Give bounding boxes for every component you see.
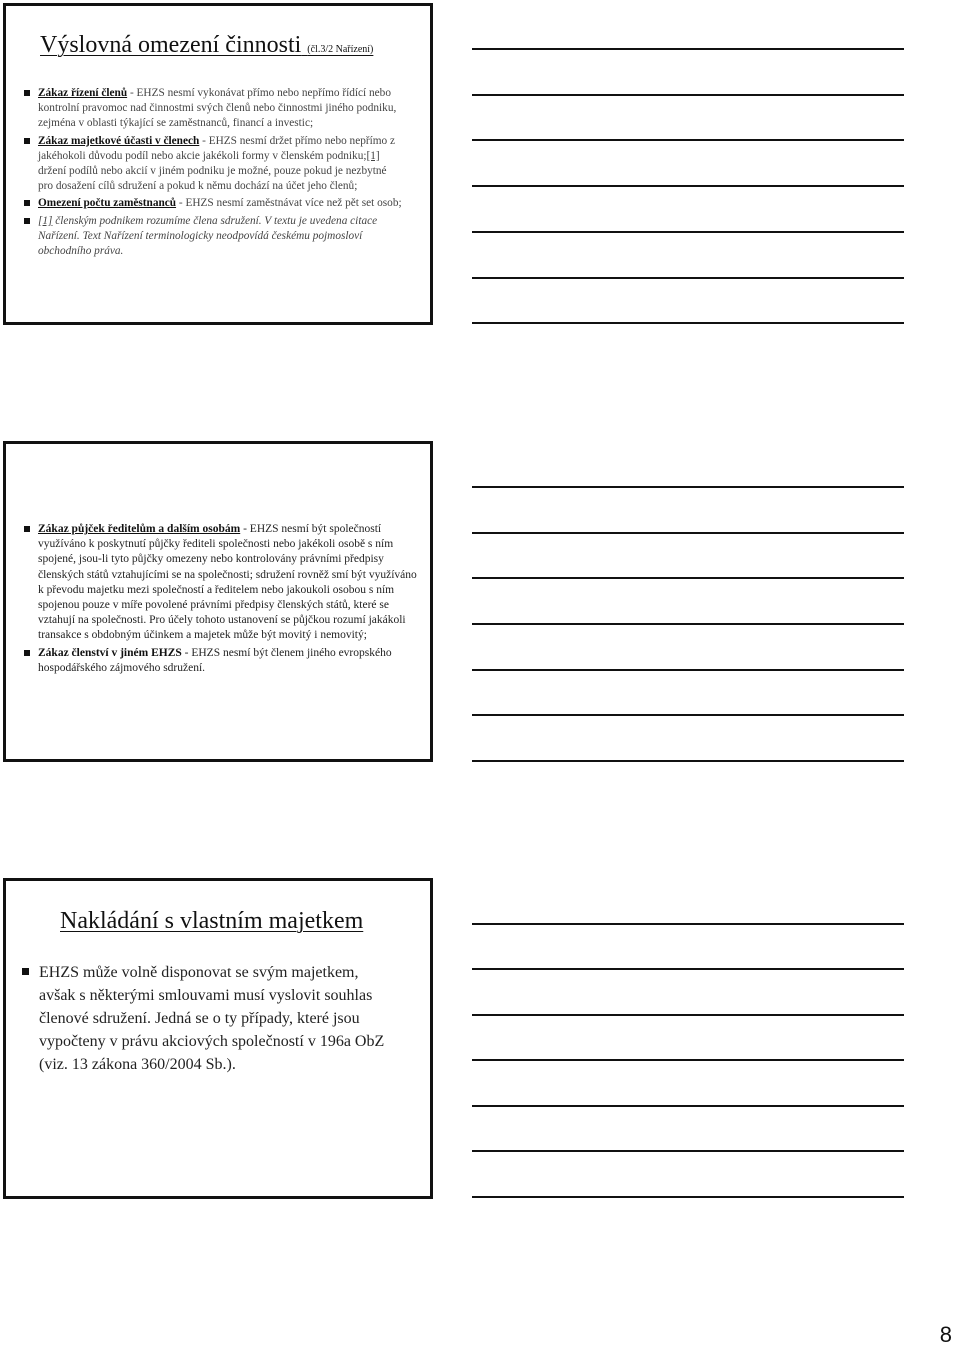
note-line xyxy=(472,185,904,187)
square-bullet-icon xyxy=(24,650,30,656)
bullet-lead: Zákaz členství v jiném EHZS xyxy=(38,646,182,659)
bullet-text: - EHZS nesmí vykonávat přímo nebo nepřímo řídící nebo kontrolní pravomoc nad činnostmi svých členů nebo činnostmi jiného podniku, zejména v oblasti týkající se zaměstnanců, financí a investic; xyxy=(38,87,397,130)
note-line xyxy=(472,139,904,141)
bullet-lead: Omezení počtu zaměstnanců xyxy=(38,197,177,210)
bullet-item xyxy=(38,522,418,644)
slide-1-title-note: (čl.3/2 Nařízení) xyxy=(307,44,374,55)
note-line xyxy=(472,714,904,716)
note-line xyxy=(472,48,904,50)
bullet-text: EHZS může volně disponovat se svým majetkem, avšak s některými smlouvami musí vyslovit souhlas členové sdružení. Jedná se o ty případy, které jsou vypočteny v právu akciových společností v 196a ObZ (viz. 13 zákona 360/2004 Sb.). xyxy=(39,964,385,1073)
bullet-text-continued: držení podílů nebo akcií v jiném podniku je možné, pouze pokud je nezbytné pro dosažení cílů sdružení a pokud k němu dochází na účet jeho členů; xyxy=(38,165,387,193)
page-number: 8 xyxy=(939,1322,952,1347)
slide-2-bullet-list xyxy=(38,522,418,678)
bullet-lead: Zákaz řízení členů xyxy=(38,87,128,99)
bullet-item xyxy=(38,134,403,195)
slide-1 xyxy=(3,3,433,325)
note-line xyxy=(472,669,904,671)
bullet-item xyxy=(38,646,418,676)
slide-3 xyxy=(3,878,433,1199)
bullet-lead: Zákaz půjček ředitelům a dalším osobám xyxy=(38,523,241,535)
bullet-text: - EHZS nesmí být členem jiného evropského hospodářského zájmového sdružení. xyxy=(38,646,392,674)
slide-2 xyxy=(3,441,433,762)
bullet-item xyxy=(39,961,394,1076)
square-bullet-icon xyxy=(24,90,30,96)
slide-1-title xyxy=(40,32,373,59)
bullet-text: - EHZS nesmí být společností využíváno k poskytnutí půjčky řediteli společnosti nebo jakékoli osobě s ním spojené, jsou-li tyto půjčky omezeny nebo kontrolovány právními předpisy členských států vztahujícími se na společnosti; sdružení rovněž smí být využíváno k převodu majetku mezi společností a ředitelem nebo jakoukoli osobou s ním spojenou pouze v míře povolené právními předpisy členských států, které se vztahují na společnosti. Pro účely tohoto ustanovení se půjčkou rozumí jakákoli transakce s obdobným účinkem a majetek může být movitý i nemovitý; xyxy=(38,523,417,642)
note-line xyxy=(472,1196,904,1198)
square-bullet-icon xyxy=(24,138,30,144)
footnote-item xyxy=(38,214,403,260)
note-line xyxy=(472,760,904,762)
note-line xyxy=(472,577,904,579)
bullet-text: - EHZS nesmí držet přímo nebo nepřímo z jakéhokoli důvodu podíl nebo akcie jakékoli formy v členském podniku; xyxy=(38,134,396,162)
note-line xyxy=(472,1059,904,1061)
note-line xyxy=(472,322,904,324)
footnote-ref[interactable]: [1] xyxy=(38,214,53,227)
square-bullet-icon xyxy=(24,218,30,224)
note-line xyxy=(472,486,904,488)
bullet-lead: Zákaz majetkové účasti v členech xyxy=(38,134,200,147)
note-line xyxy=(472,1014,904,1016)
note-line xyxy=(472,1150,904,1152)
note-line xyxy=(472,1105,904,1107)
note-line xyxy=(472,532,904,534)
square-bullet-icon xyxy=(24,526,30,532)
note-line xyxy=(472,277,904,279)
square-bullet-icon xyxy=(22,968,29,975)
note-line xyxy=(472,623,904,625)
slide-1-title-text: Výslovná omezení činnosti xyxy=(40,32,302,58)
note-line xyxy=(472,231,904,233)
bullet-text: - EHZS nesmí zaměstnávat více než pět set osob; xyxy=(176,197,402,210)
bullet-item xyxy=(38,196,403,211)
footnote-ref[interactable]: [1] xyxy=(366,149,380,162)
note-line xyxy=(472,923,904,925)
slide-3-bullet-list xyxy=(39,961,394,1076)
square-bullet-icon xyxy=(24,200,30,206)
note-line xyxy=(472,94,904,96)
bullet-item xyxy=(38,86,403,132)
footnote-text: členským podnikem rozumíme člena sdružení. V textu je uvedena citace Nařízení. Text Nařízení terminologicky neodpovídá českému pojmosloví obchodního práva. xyxy=(38,214,378,258)
note-line xyxy=(472,968,904,970)
slide-1-bullet-list xyxy=(38,86,403,261)
slide-3-title: Nakládání s vlastním majetkem xyxy=(60,908,364,934)
